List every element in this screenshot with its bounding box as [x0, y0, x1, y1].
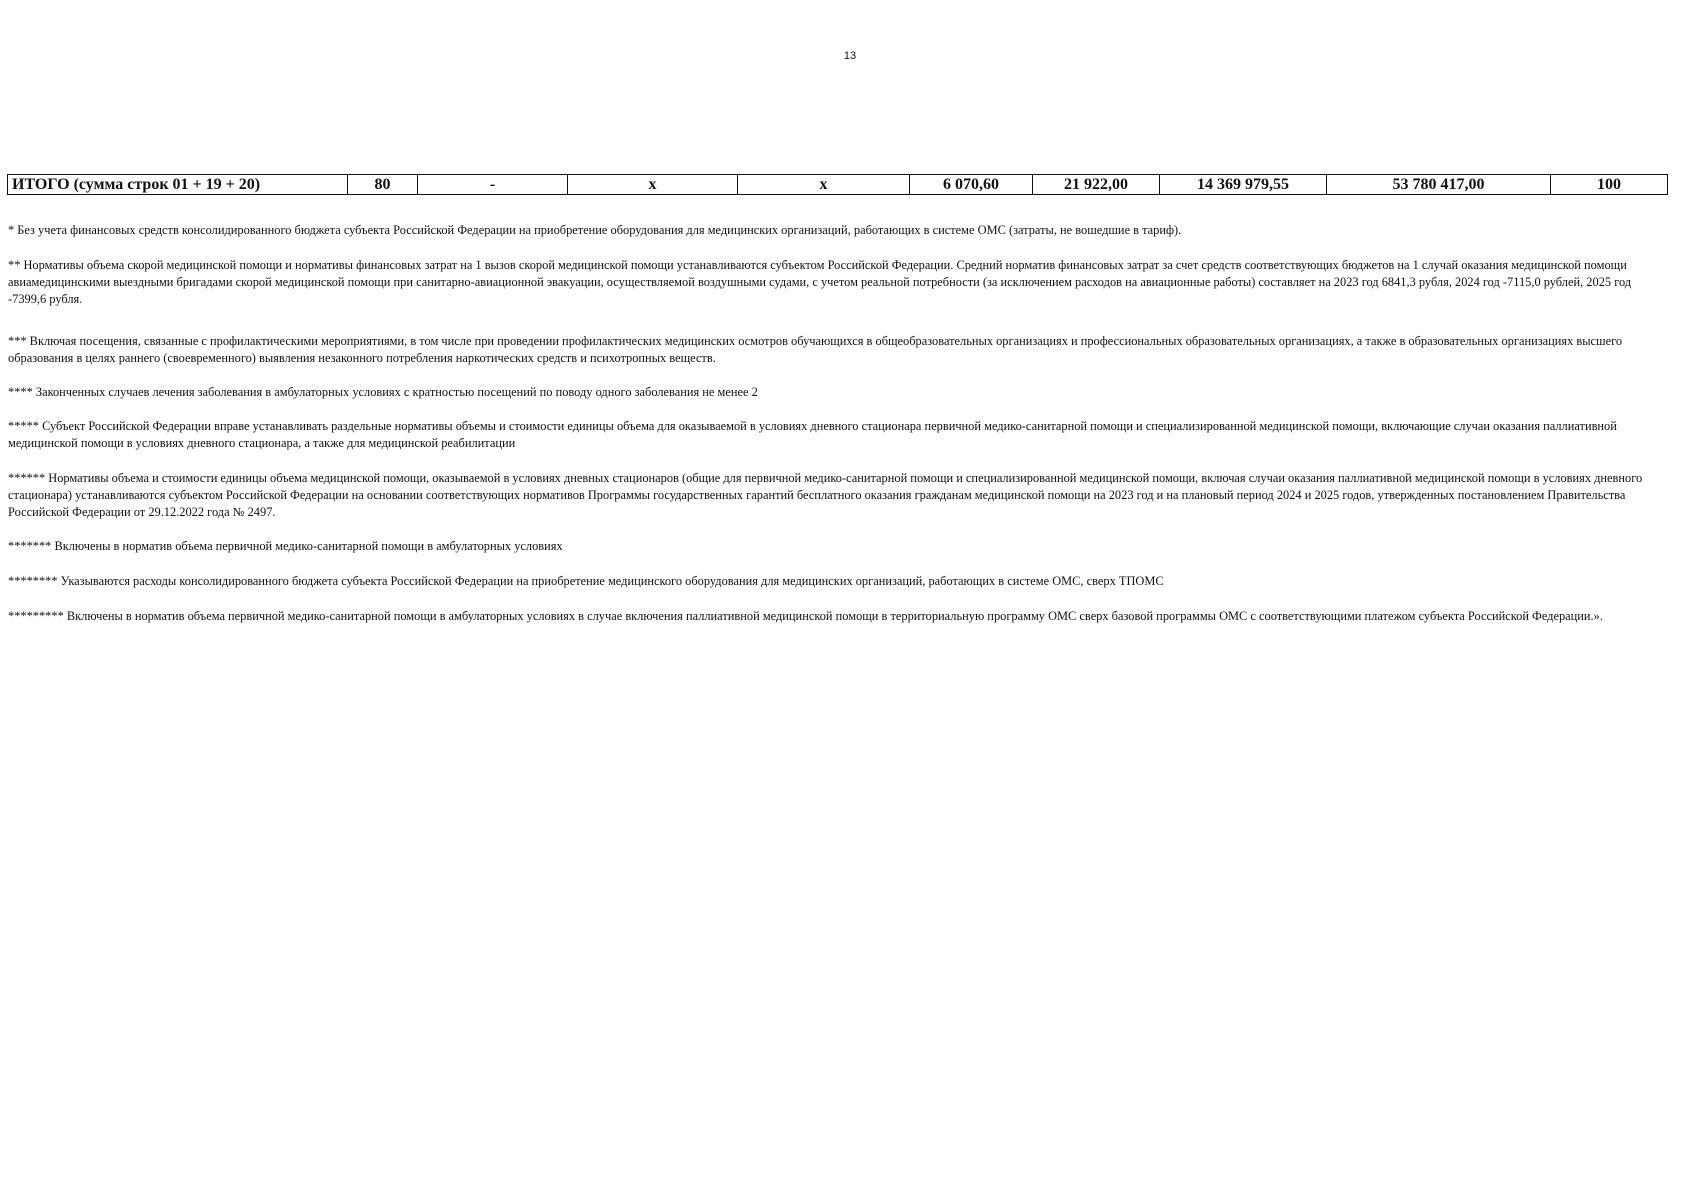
- total-row-cell: 80: [348, 175, 418, 195]
- total-row-cell: 100: [1551, 175, 1668, 195]
- footnote: **** Законченных случаев лечения заболевания в амбулаторных условиях с кратностью посещений по поводу одного заболевания не менее 2: [8, 385, 758, 399]
- total-row-cell: 6 070,60: [910, 175, 1033, 195]
- footnotes: [8, 222, 1668, 625]
- footnote: ********* Включены в норматив объема первичной медико-санитарной помощи в амбулаторных условиях в случае включения паллиативной медицинской помощи в территориальную программу ОМС сверх базовой программы ОМС с соответствующими платежом субъекта Российской Федерации.».: [8, 609, 1603, 623]
- total-row-label: ИТОГО (сумма строк 01 + 19 + 20): [8, 175, 348, 195]
- footnote: * Без учета финансовых средств консолидированного бюджета субъекта Российской Федерации на приобретение оборудования для медицинских организаций, работающих в системе ОМС (затраты, не вошедшие в тариф).: [8, 223, 1182, 237]
- footnote: ****** Нормативы объема и стоимости единицы объема медицинской помощи, оказываемой в условиях дневных стационаров (общие для первичной медико-санитарной помощи и специализированной медицинской помощи, включая случаи оказания паллиативной медицинской помощи в условиях дневного стационара) устанавливаются субъектом Российской Федерации на основании соответствующих нормативов Программы государственных гарантий бесплатного оказания гражданам медицинской помощи на 2023 год и на плановый период 2024 и 2025 годов, утвержденных постановлением Правительства Российской Федерации от 29.12.2022 года № 2497.: [8, 471, 1643, 519]
- total-row-table: [7, 174, 1668, 195]
- footnote: ******** Указываются расходы консолидированного бюджета субъекта Российской Федерации на приобретение медицинского оборудования для медицинских организаций, работающих в системе ОМС, сверх ТПОМС: [8, 574, 1164, 588]
- total-row-cell: 14 369 979,55: [1160, 175, 1327, 195]
- total-row-cell: 53 780 417,00: [1327, 175, 1551, 195]
- footnote: ******* Включены в норматив объема первичной медико-санитарной помощи в амбулаторных условиях: [8, 539, 563, 553]
- total-row-cell: х: [738, 175, 910, 195]
- footnote: ** Нормативы объема скорой медицинской помощи и нормативы финансовых затрат на 1 вызов скорой медицинской помощи устанавливаются субъектом Российской Федерации. Средний норматив финансовых затрат за счет средств соответствующих бюджетов на 1 случай оказания медицинской помощи авиамедицинскими выездными бригадами скорой медицинской помощи при санитарно-авиационной эвакуации, осуществляемой воздушными судами, с учетом реальной потребности (за исключением расходов на авиационные работы) составляет на 2023 год 6841,3 рубля, 2024 год -7115,0 рублей, 2025 год -7399,6 рубля.: [8, 258, 1632, 306]
- footnote: *** Включая посещения, связанные с профилактическими мероприятиями, в том числе при проведении профилактических медицинских осмотров обучающихся в общеобразовательных организациях и профессиональных образовательных организациях, а также в образовательных организациях высшего образования в целях раннего (своевременного) выявления незаконного потребления наркотических средств и психотропных веществ.: [8, 334, 1623, 365]
- total-row-cell: -: [418, 175, 568, 195]
- footnote: ***** Субъект Российской Федерации вправе устанавливать раздельные нормативы объемы и стоимости единицы объема для оказываемой в условиях дневного стационара первичной медико-санитарной помощи и специализированной медицинской помощи, включающие случаи оказания паллиативной медицинской помощи в условиях дневного стационара, а также для медицинской реабилитации: [8, 419, 1617, 450]
- total-row-cell: х: [568, 175, 738, 195]
- page-number: 13: [843, 50, 857, 62]
- total-row: [8, 175, 1668, 195]
- total-row-cell: 21 922,00: [1033, 175, 1160, 195]
